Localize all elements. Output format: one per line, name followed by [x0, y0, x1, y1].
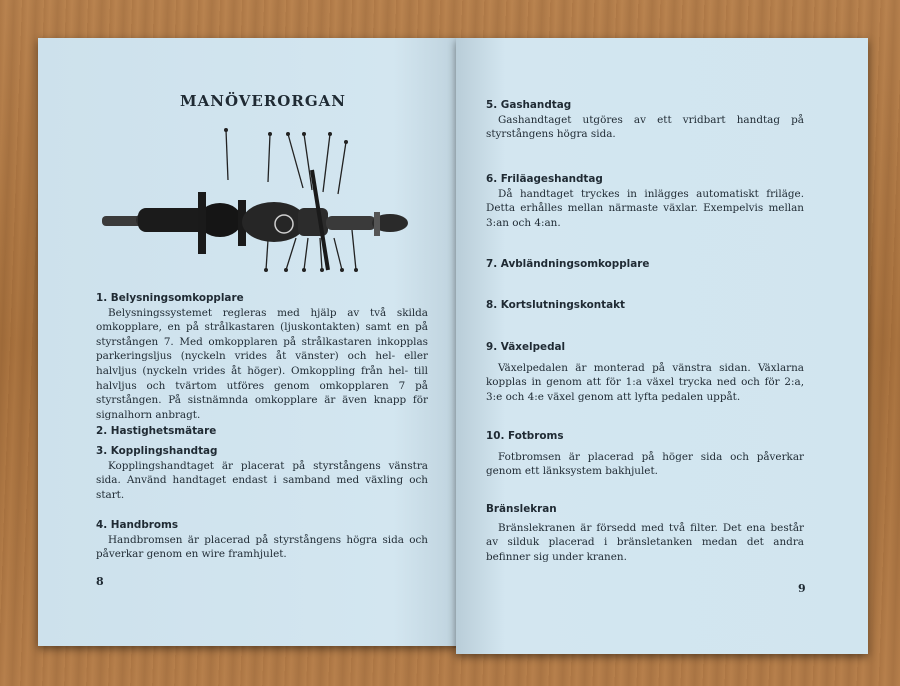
right-page: [456, 38, 868, 654]
section-body: Bränslekranen är försedd med två filter. Det ena består av silduk placerad i bränsletanken medan det andra befinner sig under kranen.: [486, 521, 804, 563]
section-kortslutningskontakt: [486, 298, 804, 313]
section-belysningsomkopplare: [96, 291, 428, 422]
section-heading: 6. Friläageshandtag: [486, 173, 603, 185]
section-heading: 7. Avbländningsomkopplare: [486, 258, 650, 270]
section-heading: 5. Gashandtag: [486, 99, 572, 111]
section-body: Kopplingshandtaget är placerat på styrstångens vänstra sida. Använd handtaget endast i samband med växling och start.: [96, 459, 428, 501]
section-handbroms: [96, 518, 428, 562]
section-heading: 1. Belysningsomkopplare: [96, 292, 244, 304]
section-heading: 9. Växelpedal: [486, 341, 566, 353]
section-frilageshandtag: [486, 172, 804, 230]
page-title: MANÖVERORGAN: [180, 92, 346, 110]
motorcycle-top-view-illustration: [98, 120, 418, 280]
left-page: [38, 38, 456, 646]
section-fotbroms: [486, 429, 804, 479]
section-hastighetsmatare: [96, 424, 428, 439]
section-body: Belysningssystemet regleras med hjälp av två skilda omkopplare, en på strålkastaren (ljuskontakten) samt en på styrstången 7. Med omkopplaren på strålkastaren inkopplas parkeringsljus (nyckeln vrides åt vänster) och hel- eller halvljus (nyckeln vrides åt höger). Omkoppling från hel- till halvljus och tvärtom utföres genom omkopplaren 7 på styrstången. På sistnämnda omkopplare är även knapp för signalhorn anbragt.: [96, 306, 428, 421]
section-kopplingshandtag: [96, 444, 428, 502]
section-body: Fotbromsen är placerad på höger sida och påverkar genom ett länksystem bakhjulet.: [486, 450, 804, 478]
page-number: 9: [798, 582, 806, 595]
section-heading: 8. Kortslutningskontakt: [486, 299, 626, 311]
section-vaxelpedal: [486, 340, 804, 404]
section-body: Gashandtaget utgöres av ett vridbart handtag på styrstångens högra sida.: [486, 113, 804, 141]
section-heading: 10. Fotbroms: [486, 430, 564, 442]
section-body: Då handtaget tryckes in inlägges automatiskt friläge. Detta erhålles mellan närmaste växlar. Exempelvis mellan 3:an och 4:an.: [486, 187, 804, 229]
section-body: Handbromsen är placerad på styrstångens högra sida och påverkar genom en wire framhjulet.: [96, 533, 428, 561]
section-branslekran: [486, 502, 804, 564]
section-gashandtag: [486, 98, 804, 142]
section-heading: 4. Handbroms: [96, 519, 179, 531]
section-heading: Bränslekran: [486, 503, 557, 515]
section-avblandningsomkopplare: [486, 257, 804, 272]
section-heading: 3. Kopplingshandtag: [96, 445, 218, 457]
section-heading: 2. Hastighetsmätare: [96, 425, 217, 437]
section-body: Växelpedalen är monterad på vänstra sidan. Växlarna kopplas in genom att för 1:a växel trycka ned och för 2:a, 3:e och 4:e växel genom att lyfta pedalen uppåt.: [486, 361, 804, 403]
page-number: 8: [96, 575, 104, 588]
